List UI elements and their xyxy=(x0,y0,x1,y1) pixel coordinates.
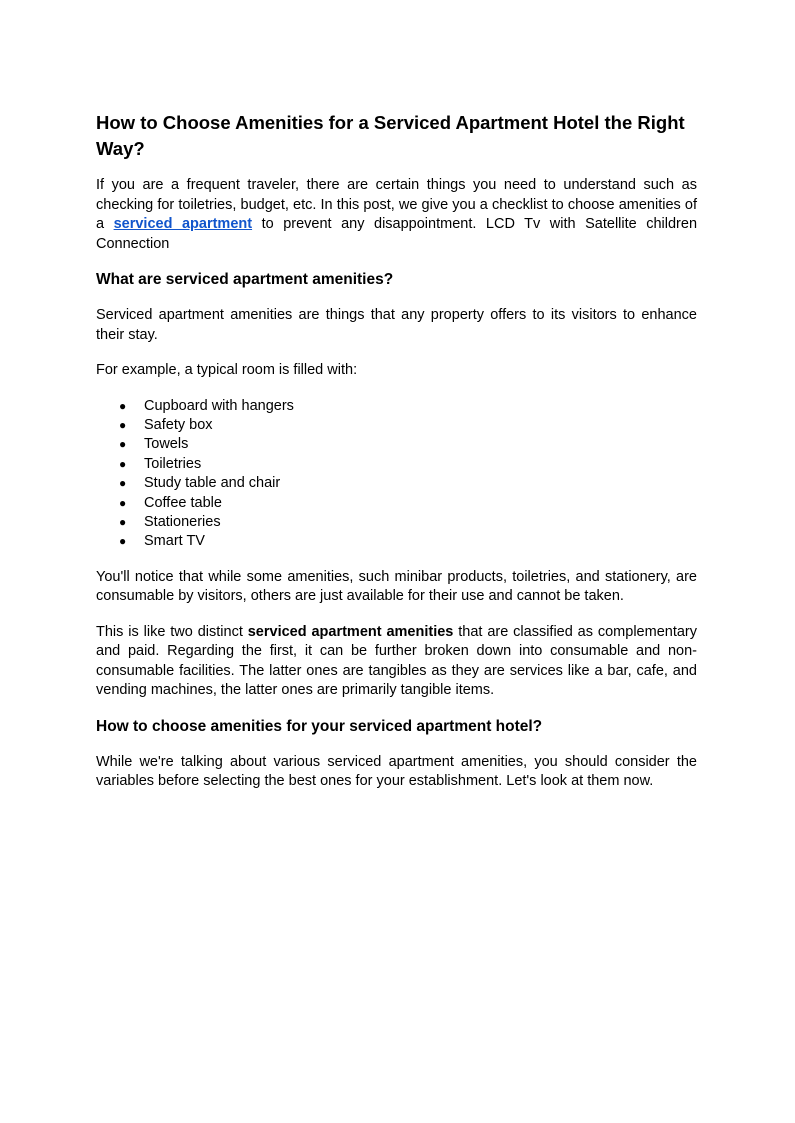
list-item xyxy=(96,474,697,493)
amenity-types-text-start: This is like two distinct xyxy=(96,623,248,640)
list-item-text: Stationeries xyxy=(144,513,221,530)
list-item xyxy=(96,532,697,551)
section-heading-what-are-amenities: What are serviced apartment amenities? xyxy=(96,271,394,288)
list-item-text: Smart TV xyxy=(144,533,205,550)
list-item-text: Toiletries xyxy=(144,455,202,472)
intro-paragraph xyxy=(96,176,697,254)
amenities-list xyxy=(96,397,697,552)
amenity-types-bold-text: serviced apartment amenities xyxy=(247,623,454,640)
bullet-icon: ● xyxy=(119,398,127,413)
list-item-text: Safety box xyxy=(144,416,213,433)
list-item-text: Coffee table xyxy=(144,494,222,511)
list-item xyxy=(96,435,697,454)
amenity-types-paragraph xyxy=(96,623,697,701)
list-item xyxy=(96,397,697,416)
serviced-apartment-link[interactable]: serviced apartment xyxy=(113,216,253,232)
list-item xyxy=(96,455,697,474)
page-title: How to Choose Amenities for a Serviced Apartment Hotel the Right Way? xyxy=(96,112,685,159)
list-item-text: Cupboard with hangers xyxy=(144,397,294,414)
intro-text-end: to prevent any disappointment. LCD Tv with Satellite children Connection xyxy=(96,216,698,252)
bullet-icon: ● xyxy=(119,437,127,452)
bullet-icon: ● xyxy=(119,534,127,549)
example-intro-paragraph: For example, a typical room is filled with: xyxy=(96,362,358,378)
list-item-text: Towels xyxy=(144,436,189,453)
consumable-amenities-paragraph: You'll notice that while some amenities, such minibar products, toiletries, and stationery, are consumable by visitors, others are just available for their use and cannot be taken. xyxy=(96,568,697,605)
bullet-icon: ● xyxy=(119,476,127,491)
list-item xyxy=(96,416,697,435)
bullet-icon: ● xyxy=(119,456,127,471)
amenities-definition-paragraph: Serviced apartment amenities are things that any property offers to its visitors to enhance their stay. xyxy=(96,307,697,343)
bullet-icon: ● xyxy=(119,495,127,510)
bullet-icon: ● xyxy=(119,514,127,529)
how-to-choose-paragraph: While we're talking about various serviced apartment amenities, you should consider the variables before selecting the best ones for your establishment. Let's look at them now. xyxy=(96,753,697,790)
list-item xyxy=(96,513,697,532)
bullet-icon: ● xyxy=(119,417,127,432)
intro-text-start: If you are a frequent traveler, there are certain things you need to understand such as checking for toiletries, budget, etc. In this post, we give you a checklist to choose amenities of a xyxy=(96,177,697,232)
list-item xyxy=(96,494,697,513)
section-heading-how-to-choose: How to choose amenities for your serviced apartment hotel? xyxy=(96,717,543,735)
amenity-types-text-end: that are classified as complementary and paid. Regarding the first, it can be further broken down into consumable and non-consumable facilities. The latter ones are tangibles as they are services like a bar, cafe, and vending machines, the latter ones are primarily tangible items. xyxy=(96,623,697,699)
list-item-text: Study table and chair xyxy=(144,475,281,492)
